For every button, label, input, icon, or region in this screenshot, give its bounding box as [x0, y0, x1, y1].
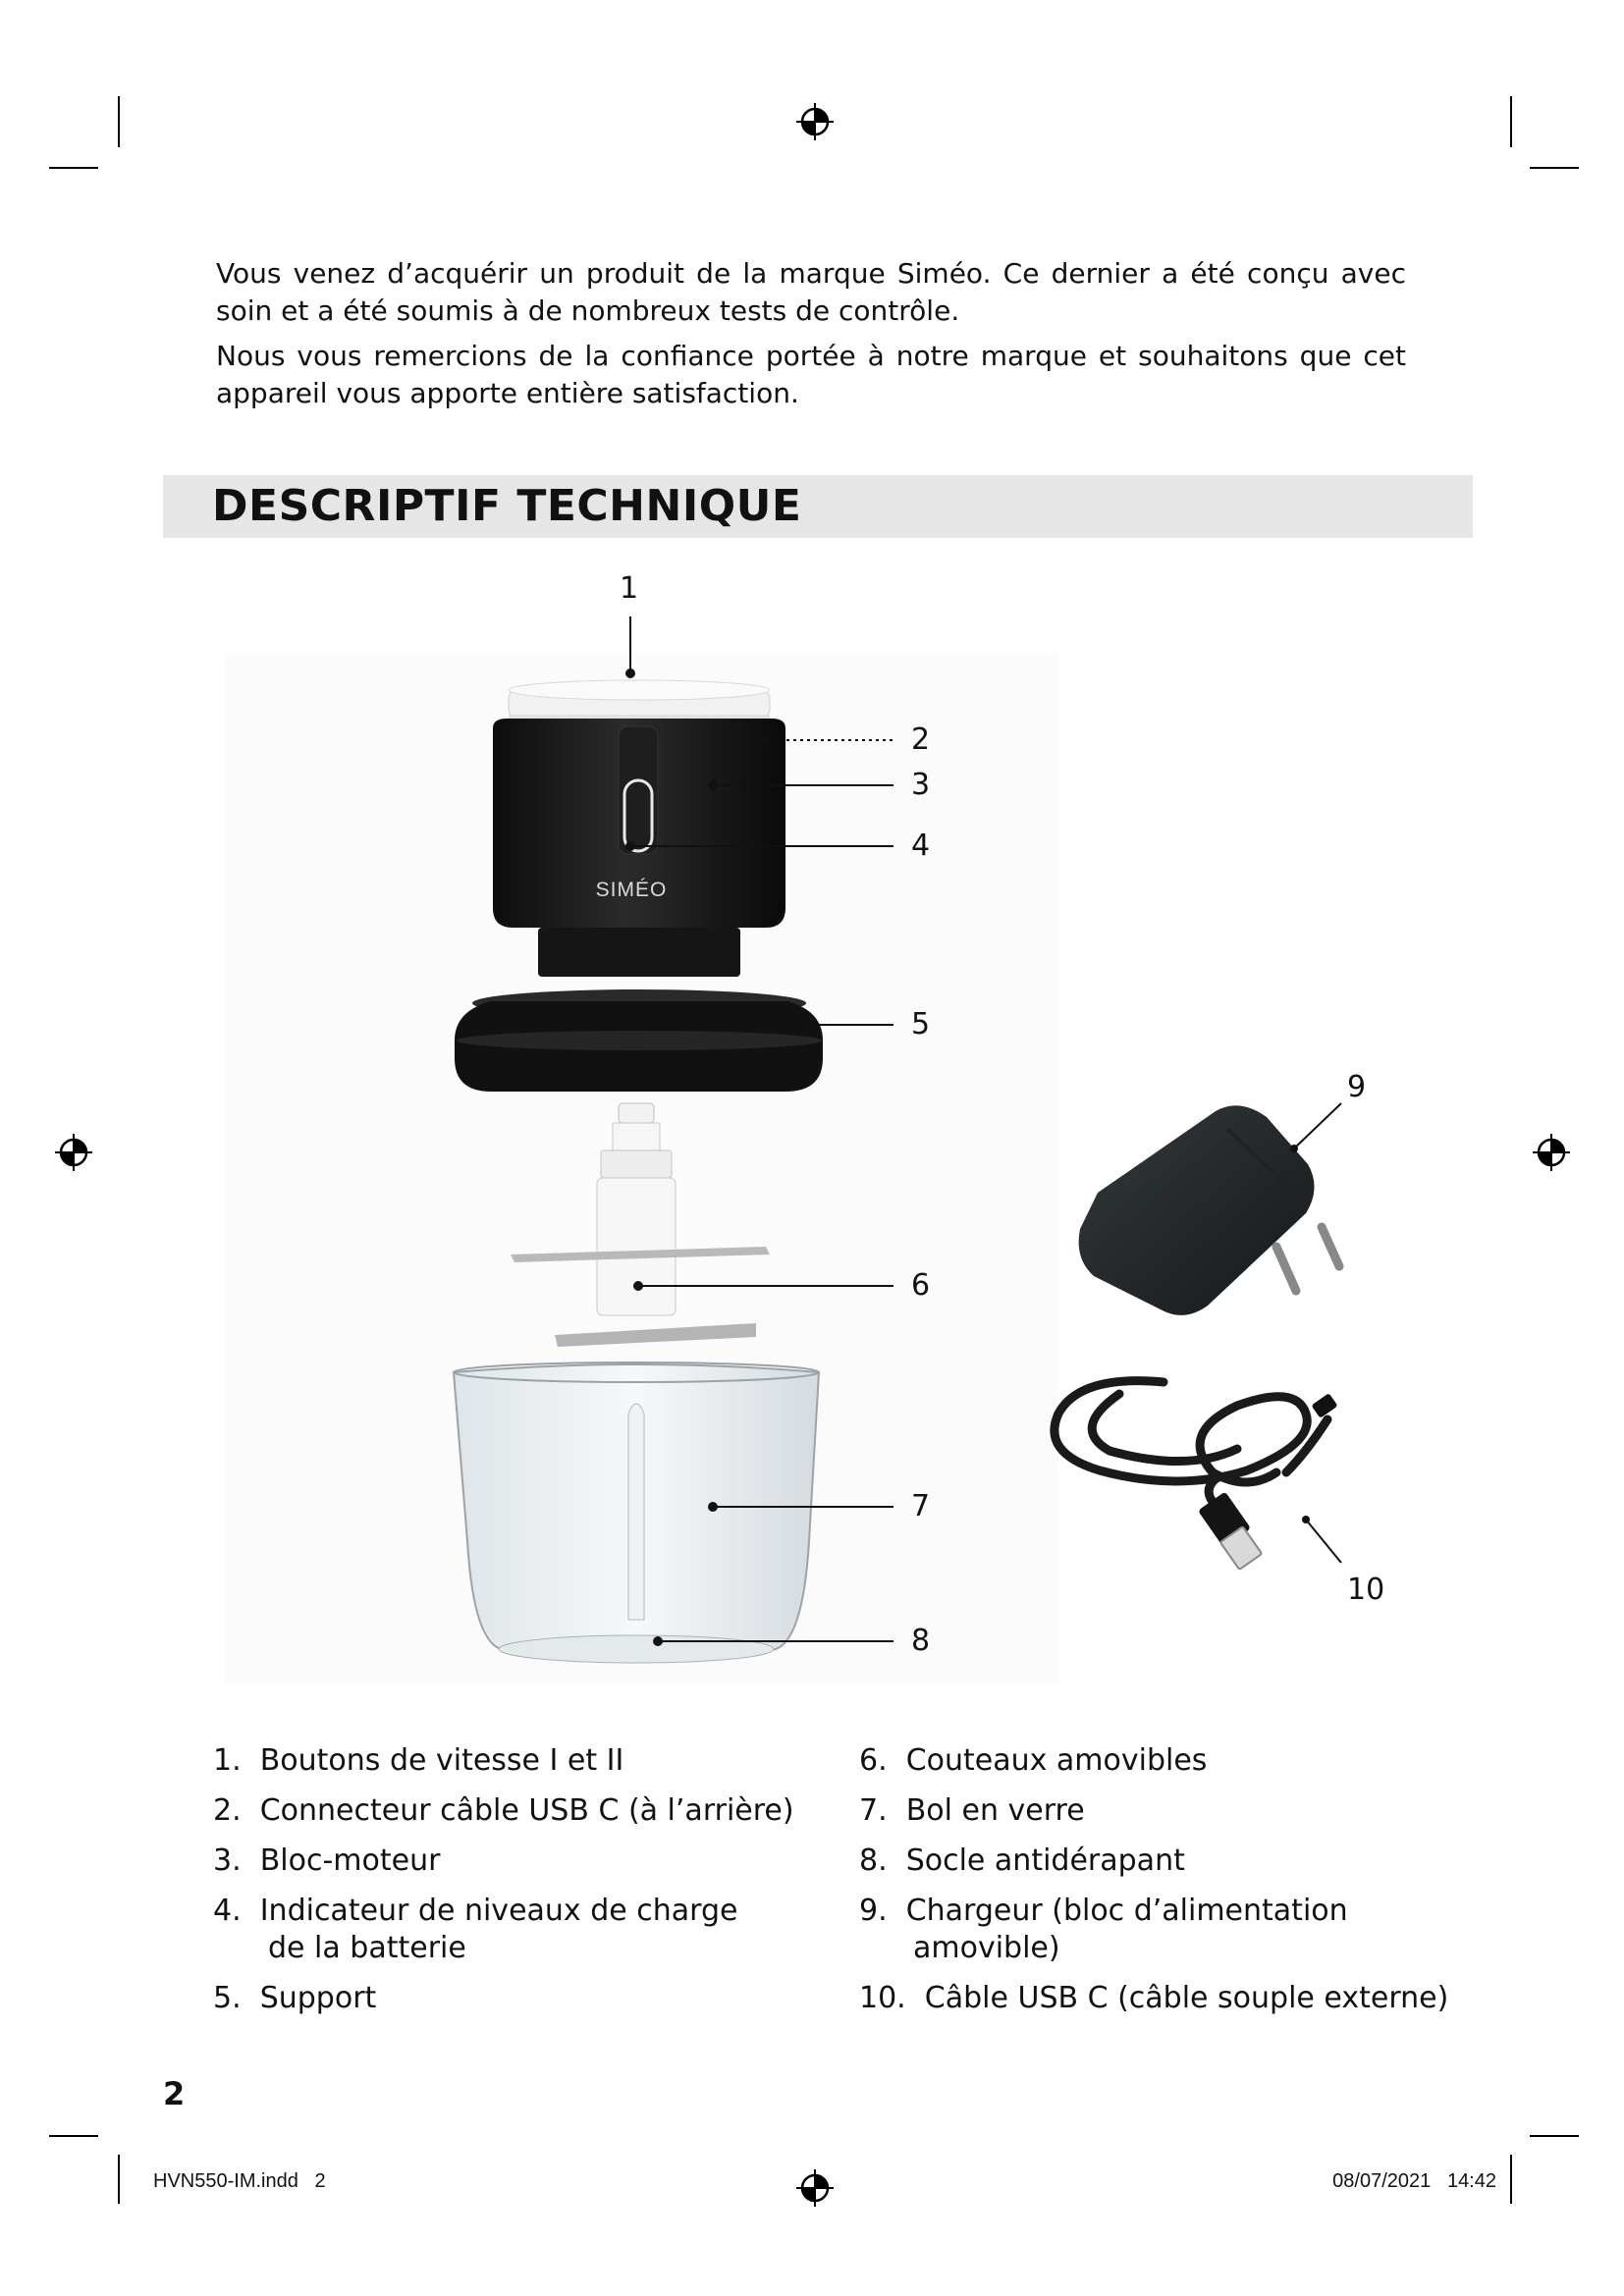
callout-number: 3 — [911, 768, 931, 802]
slug-datetime: 08/07/2021 14:42 — [1332, 2170, 1496, 2192]
item-number: 2. — [213, 1793, 242, 1828]
callout-number: 8 — [911, 1624, 931, 1658]
item-label-continued: amovible) — [913, 1931, 1060, 1965]
page-number: 2 — [163, 2075, 186, 2112]
item-number: 8. — [859, 1843, 888, 1878]
list-item — [213, 1893, 737, 1930]
item-number: 7. — [859, 1793, 888, 1828]
callout-number: 1 — [620, 571, 639, 606]
item-number: 9. — [859, 1894, 888, 1928]
item-label: Bol en verre — [905, 1793, 1085, 1828]
item-label: Boutons de vitesse I et II — [259, 1743, 624, 1778]
slug-filename: HVN550-IM.indd 2 — [153, 2170, 326, 2192]
item-label: Bloc-moteur — [259, 1843, 441, 1878]
section-title: DESCRIPTIF TECHNIQUE — [212, 481, 802, 531]
item-number: 6. — [859, 1743, 888, 1778]
item-number: 3. — [213, 1843, 242, 1878]
list-item — [213, 1842, 440, 1880]
callout-number: 2 — [911, 722, 931, 757]
item-number: 5. — [213, 1981, 242, 2015]
item-label: Socle antidérapant — [905, 1843, 1185, 1878]
list-item — [213, 1742, 623, 1780]
list-item — [859, 1792, 1085, 1830]
list-item — [859, 1842, 1185, 1880]
callout-number: 4 — [911, 828, 931, 863]
list-item — [859, 1893, 1348, 1930]
item-label: Câble USB C (câble souple externe) — [924, 1981, 1449, 2015]
intro-paragraph: Nous vous remercions de la confiance portée à notre marque et souhaitons que cet appareil vous apporte entière satisfaction. — [216, 340, 1406, 409]
list-item — [213, 1792, 794, 1830]
callout-number: 10 — [1347, 1573, 1385, 1607]
callout-number: 9 — [1347, 1070, 1367, 1104]
item-number: 1. — [213, 1743, 242, 1778]
callout-number: 5 — [911, 1007, 931, 1041]
item-label: Chargeur (bloc d’alimentation — [905, 1894, 1348, 1928]
list-item — [213, 1980, 376, 2017]
item-label: Couteaux amovibles — [905, 1743, 1208, 1778]
brand-logo: SIMÉO — [595, 879, 668, 901]
callout-number: 6 — [911, 1268, 931, 1303]
item-number: 10. — [859, 1981, 906, 2015]
list-item — [859, 1742, 1207, 1780]
item-label: Connecteur câble USB C (à l’arrière) — [259, 1793, 794, 1828]
callout-number: 7 — [911, 1489, 931, 1523]
item-label: Indicateur de niveaux de charge — [259, 1894, 738, 1928]
item-number: 4. — [213, 1894, 242, 1928]
intro-paragraph: Vous venez d’acquérir un produit de la marque Siméo. Ce dernier a été conçu avec soin et a été soumis à de nombreux tests de contrôle. — [216, 257, 1406, 327]
list-item — [859, 1980, 1448, 2017]
item-label: Support — [259, 1981, 377, 2015]
item-label-continued: de la batterie — [268, 1931, 466, 1965]
